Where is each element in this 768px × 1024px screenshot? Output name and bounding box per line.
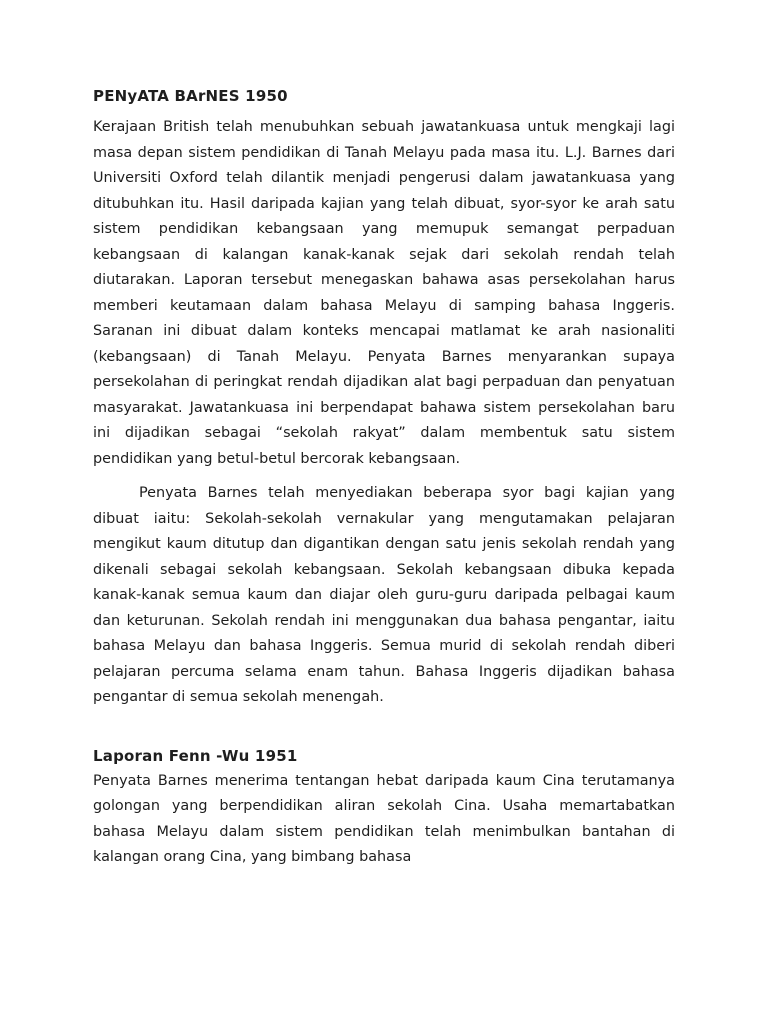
document-page <box>93 84 675 871</box>
section-heading-fenn-wu: Laporan Fenn -Wu 1951 <box>93 746 298 765</box>
section-heading-barnes: PENyATA BArNES 1950 <box>93 87 288 105</box>
paragraph-barnes-intro: Kerajaan British telah menubuhkan sebuah jawatankuasa untuk mengkaji lagi masa depan sistem pendidikan di Tanah Melayu pada masa itu. L.J. Barnes dari Universiti Oxford telah dilantik menjadi pengerusi dalam jawatankuasa yang ditubuhkan itu. Hasil daripada kajian yang telah dibuat, syor-syor ke arah satu sistem pendidikan kebangsaan yang memupuk semangat perpaduan kebangsaan di kalangan kanak-kanak sejak dari sekolah rendah telah diutarakan. Laporan tersebut menegaskan bahawa asas persekolahan harus memberi keutamaan dalam bahasa Melayu di samping bahasa Inggeris. Saranan ini dibuat dalam konteks mencapai matlamat ke arah nasionaliti (kebangsaan) di Tanah Melayu. Penyata Barnes menyarankan supaya persekolahan di peringkat rendah dijadikan alat bagi perpaduan dan penyatuan masyarakat. Jawatankuasa ini berpendapat bahawa sistem persekolahan baru ini dijadikan sebagai “sekolah rakyat” dalam membentuk satu sistem pendidikan yang betul-betul bercorak kebangsaan. <box>93 119 675 467</box>
paragraph-fenn-wu-intro: Penyata Barnes menerima tentangan hebat daripada kaum Cina terutamanya golongan yang berpendidikan aliran sekolah Cina. Usaha memartabatkan bahasa Melayu dalam sistem pendidikan telah menimbulkan bantahan di kalangan orang Cina, yang bimbang bahasa <box>93 772 675 865</box>
paragraph-barnes-recommendations: Penyata Barnes telah menyediakan beberapa syor bagi kajian yang dibuat iaitu: Sekolah-sekolah vernakular yang mengutamakan pelajaran mengikut kaum ditutup dan digantikan dengan satu jenis sekolah rendah yang dikenali sebagai sekolah kebangsaan. Sekolah kebangsaan dibuka kepada kanak-kanak semua kaum dan diajar oleh guru-guru daripada pelbagai kaum dan keturunan. Sekolah rendah ini menggunakan dua bahasa pengantar, iaitu bahasa Melayu dan bahasa Inggeris. Semua murid di sekolah rendah diberi pelajaran percuma selama enam tahun. Bahasa Inggeris dijadikan bahasa pengantar di semua sekolah menengah. <box>93 485 675 705</box>
